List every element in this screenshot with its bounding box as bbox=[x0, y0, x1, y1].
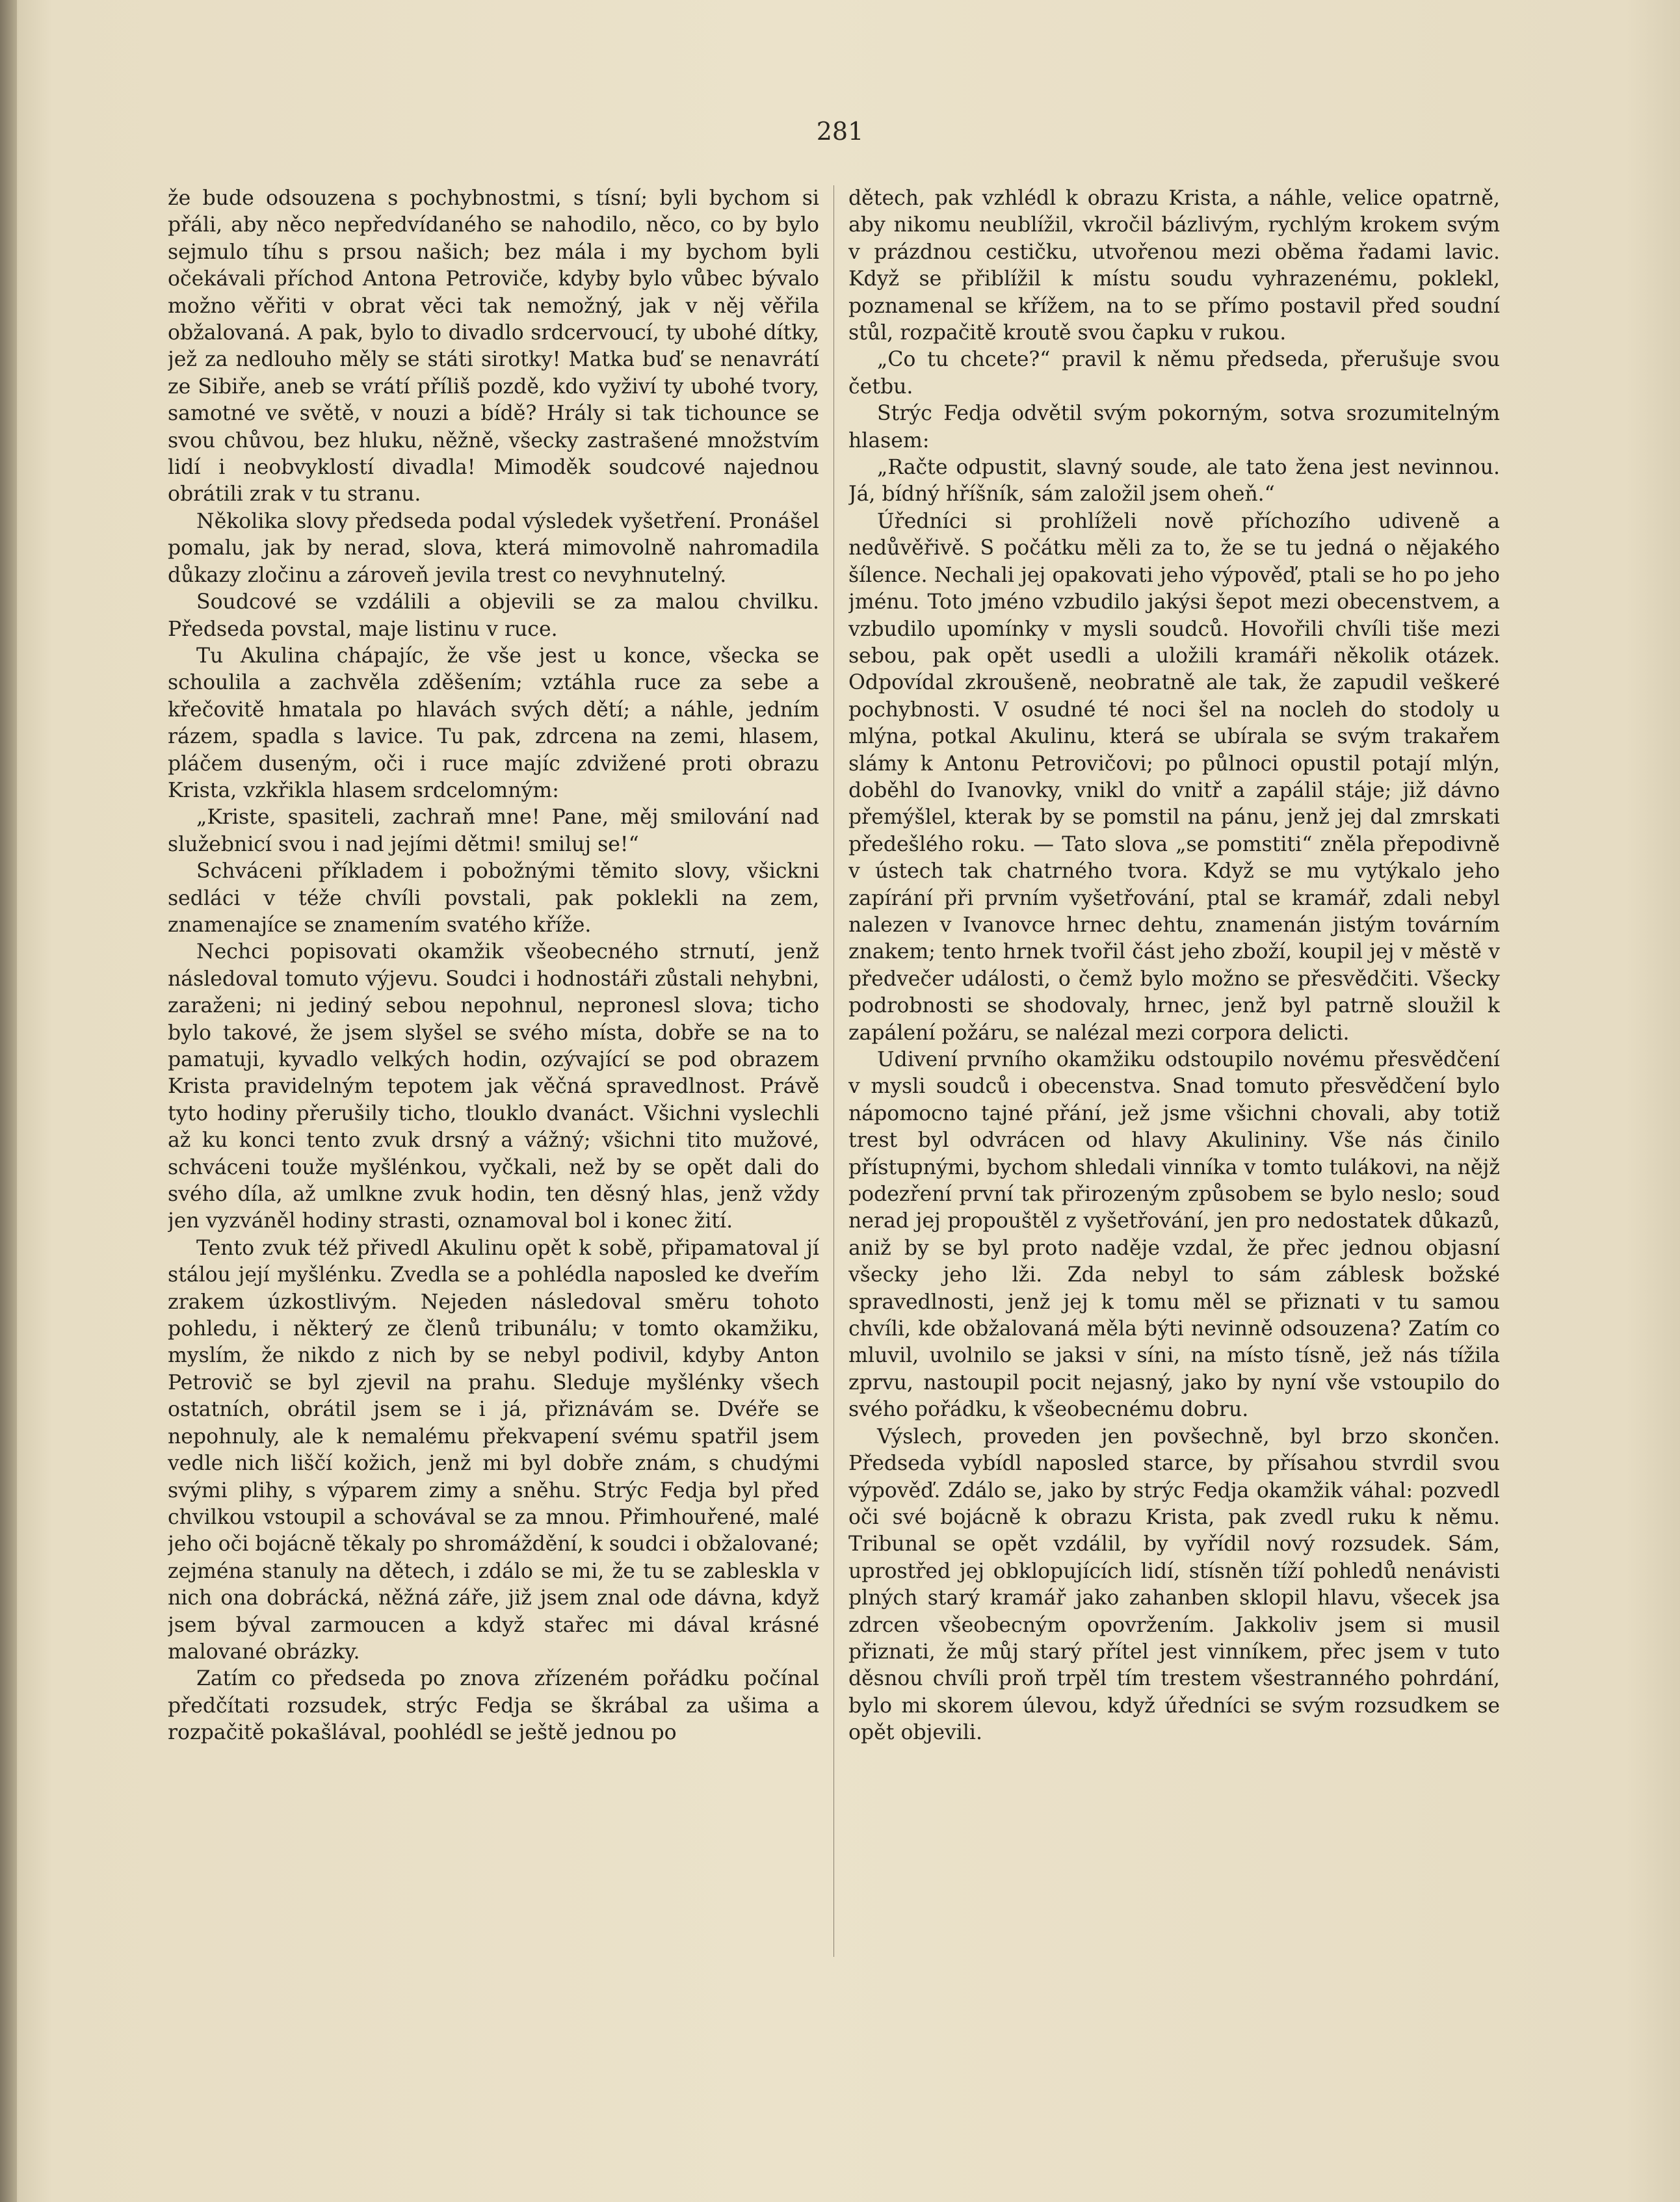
paragraph: že bude odsouzena s pochybnostmi, s tísní; byli bychom si přáli, aby něco nepředvídaného se nahodilo, něco, co by bylo sejmulo tíhu s prsou našich; bez mála i my bychom byli očekávali příchod Antona Petroviče, kdyby bylo vůbec bývalo možno věřiti v obrat věci tak nemožný, jak v něj věřila obžalovaná. A pak, bylo to divadlo srdcervoucí, ty ubohé dítky, jež za nedlouho měly se státi sirotky! Matka buď se nenavrátí ze Sibiře, aneb se vrátí příliš pozdě, kdo vyživí ty ubohé tvory, samotné ve světě, v nouzi a bídě? Hrály si tak tichounce se svou chůvou, bez hluku, něžně, všecky zastrašené množstvím lidí i neobvyklostí divadla! Mimoděk soudcové najednou obrátili zrak v tu stranu. bbox=[168, 187, 819, 506]
paragraph: Výslech, proveden jen povšechně, byl brzo skončen. Předseda vybídl naposled starce, by přísahou stvrdil svou výpověď. Zdálo se, jako by strýc Fedja okamžik váhal: pozvedl oči své bojácně k obrazu Krista, pak zvedl ruku k němu. Tribunal se opět vzdálil, by vyřídil nový rozsudek. Sám, uprostřed jej obklopujících lidí, stísněn tíží pohledů nenávisti plných starý kramář jako zahanben sklopil hlavu, všecek jsa zdrcen všeobecným opovržením. Jakkoliv jsem si musil přiznati, že můj starý přítel jest vinníkem, přec jsem v tuto děsnou chvíli proň trpěl tím trestem všestranného pohrdání, bylo mi skorem úlevou, když úředníci se svým rozsudkem se opět objevili. bbox=[848, 1424, 1500, 1745]
paragraph: Zatím co předseda po znova zřízeném pořádku počínal předčítati rozsudek, strýc Fedja se škrábal za ušima a rozpačitě pokašlával, poohlédl se ještě jednou po bbox=[168, 1667, 819, 1745]
paragraph: Schváceni příkladem i pobožnými těmito slovy, všickni sedláci v téže chvíli povstali, pak poklekli na zem, znamenajíce se znamením svatého kříže. bbox=[168, 859, 819, 937]
paragraph: Udivení prvního okamžiku odstoupilo novému přesvědčení v mysli soudců i obecenstva. Snad tomuto přesvědčení bylo nápomocno tajné přání, jež jsme všichni chovali, aby totiž trest byl odvrácen od hlavy Akulininy. Vše nás činilo přístupnými, bychom shledali vinníka v tomto tulákovi, na nějž podezření první tak přirozeným způsobem se bylo neslo; soud nerad jej propouštěl z vyšetřování, jen pro nedostatek důkazů, aniž by se byl proto naděje vzdal, že přec jednou objasní všecky jeho lži. Zda nebyl to sám záblesk božské spravedlnosti, jenž jej k tomu měl se přiznati v tu samou chvíli, kde obžalovaná měla býti nevinně odsouzena? Zatím co mluvil, uvolnilo se jaksi v síni, na místo tísně, jež nás tížila zprvu, nastoupil pocit nejasný, jako by nyní vše vstoupilo do svého pořádku, k všeobecnému dobru. bbox=[848, 1048, 1500, 1422]
paragraph: dětech, pak vzhlédl k obrazu Krista, a náhle, velice opatrně, aby nikomu neublížil, vkročil bázlivým, rychlým krokem svým v prázdnou cestičku, utvořenou mezi oběma řadami lavic. Když se přiblížil k místu soudu vyhrazenému, poklekl, poznamenal se křížem, na to se přímo postavil před soudní stůl, rozpačitě kroutě svou čapku v rukou. bbox=[848, 187, 1500, 345]
paragraph: Tento zvuk též přivedl Akulinu opět k sobě, připamatoval jí stálou její myšlénku. Zvedla se a pohlédla naposled ke dveřím zrakem úzkostlivým. Nejeden následoval směru tohoto pohledu, i některý ze členů tribunálu; v tomto okamžiku, myslím, že nikdo z nich by se nebyl podivil, kdyby Anton Petrovič se byl zjevil na prahu. Sleduje myšlénky všech ostatních, obrátil jsem se i já, přiznávám se. Dvéře se nepohnuly, ale k nemalému překvapení svému spatřil jsem vedle nich liščí kožich, jenž mi byl dobře znám, s chudými svými plihy, s výparem zimy a sněhu. Strýc Fedja byl před chvilkou vstoupil a schovával se za mnou. Přimhouřené, malé jeho oči bojácně těkaly po shromáždění, k soudci i obžalované; zejména stanuly na dětech, i zdálo se mi, že tu se zableskla v nich ona dobrácká, něžná záře, již jsem znal ode dávna, když jsem býval zarmoucen a když stařec mi dával krásné malované obrázky. bbox=[168, 1236, 819, 1664]
left-text-column bbox=[168, 185, 819, 1960]
column-divider bbox=[833, 185, 834, 1957]
page-number: 281 bbox=[816, 117, 864, 146]
paragraph: Úředníci si prohlíželi nově příchozího udiveně a nedůvěřivě. S počátku měli za to, že se tu jedná o nějakého šílence. Nechali jej opakovati jeho výpověď, ptali se ho po jeho jménu. Toto jméno vzbudilo jakýsi šepot mezi obecenstvem, a vzbudilo upomínky v mysli soudců. Hovořili chvíli tiše mezi sebou, pak opět usedli a uložili kramáři několik otázek. Odpovídal zkroušeně, neobratně ale tak, že zapudil veškeré pochybnosti. V osudné té noci šel na nocleh do stodoly u mlýna, potkal Akulinu, která se ubírala se svým trakařem slámy k Antonu Petrovičovi; po půlnoci opustil potají mlýn, doběhl do Ivanovky, vnikl do vnitř a zapálil stáje; již dávno přemýšlel, kterak by se pomstil na pánu, jenž jej dal zmrskati předešlého roku. — Tato slova „se pomstiti“ zněla přepodivně v ústech tak chatrného tvora. Když se mu vytýkalo jeho zapírání při prvním vyšetřování, ptal se kramář, zdali nebyl nalezen v Ivanovce hrnec dehtu, znamenán jistým továrním znakem; tento hrnek tvořil část jeho zboží, koupil jej v městě v předvečer události, o čemž bylo možno se přesvědčiti. Všecky podrobnosti se shodovaly, hrnec, jenž byl patrně sloužil k zapálení požáru, se nalézal mezi corpora delicti. bbox=[848, 509, 1500, 1045]
binding-gutter bbox=[0, 0, 17, 2202]
paragraph: „Račte odpustit, slavný soude, ale tato žena jest nevinnou. Já, bídný hříšník, sám založil jsem oheň.“ bbox=[848, 456, 1500, 506]
paragraph: Strýc Fedja odvětil svým pokorným, sotva srozumitelným hlasem: bbox=[848, 402, 1500, 452]
paragraph: „Kriste, spasiteli, zachraň mne! Pane, měj smilování nad služebnicí svou i nad jejími dětmi! smiluj se!“ bbox=[168, 806, 819, 856]
paragraph: Soudcové se vzdálili a objevili se za malou chvilku. Předseda povstal, maje listinu v ruce. bbox=[168, 590, 819, 641]
paragraph: Tu Akulina chápajíc, že vše jest u konce, všecka se schoulila a zachvěla zděšením; vztáhla ruce za sebe a křečovitě hmatala po hlavách svých dětí; a náhle, jedním rázem, spadla s lavice. Tu pak, zdrcena na zemi, hlasem, pláčem duseným, oči i ruce majíc zdvižené proti obrazu Krista, vzkřikla hlasem srdcelomným: bbox=[168, 644, 819, 802]
paragraph: Nechci popisovati okamžik všeobecného strnutí, jenž následoval tomuto výjevu. Soudci i hodnostáři zůstali nehybni, zaraženi; ni jediný sebou nepohnul, nepronesl slova; ticho bylo takové, že jsem slyšel se svého místa, dobře se na to pamatuji, kyvadlo velkých hodin, ozývající se pod obrazem Krista pravidelným tepotem jak věčná spravedlnost. Právě tyto hodiny přerušily ticho, tlouklo dvanáct. Všichni vyslechli až ku konci tento zvuk drsný a vážný; všichni tito mužové, schváceni touže myšlénkou, vyčkali, než by se opět dali do svého díla, až umlkne zvuk hodin, ten děsný hlas, jenž vždy jen vyzváněl hodiny strasti, oznamoval bol i konec žití. bbox=[168, 940, 819, 1233]
right-text-column bbox=[848, 185, 1500, 1960]
paragraph: Několika slovy předseda podal výsledek vyšetření. Pronášel pomalu, jak by nerad, slova, která mimovolně nahromadila důkazy zločinu a zároveň jevila trest co nevyhnutelný. bbox=[168, 509, 819, 587]
paragraph: „Co tu chcete?“ pravil k němu předseda, přerušuje svou četbu. bbox=[848, 348, 1500, 399]
